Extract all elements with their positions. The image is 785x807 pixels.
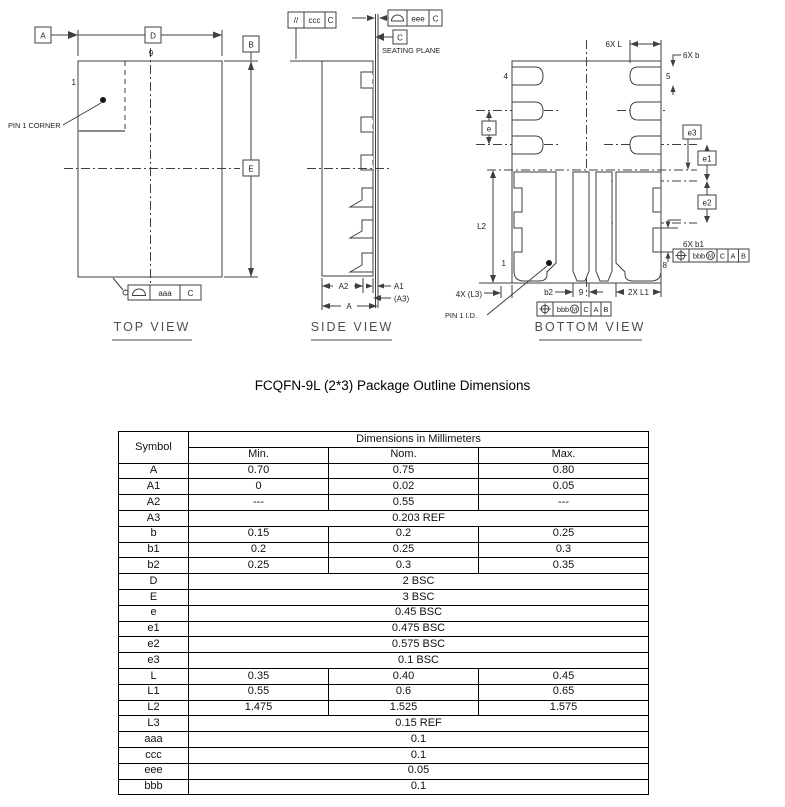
dim-a-label: A (346, 302, 352, 311)
fcf-ccc-tol: ccc (308, 16, 321, 25)
symbol-cell: ccc (119, 747, 189, 763)
svg-text:M: M (572, 307, 577, 314)
min-cell: --- (189, 495, 329, 511)
pin1-corner-dot (100, 97, 106, 103)
span-cell: 0.45 BSC (189, 605, 649, 621)
table-row (119, 589, 649, 605)
min-cell: 0.35 (189, 668, 329, 684)
side-view-drawing (288, 10, 442, 340)
parallelism-icon: // (293, 16, 299, 25)
pin8-number: 8 (662, 261, 667, 270)
max-header-cell: Max. (479, 447, 649, 463)
min-cell: 0.2 (189, 542, 329, 558)
dim-a3-label: (A3) (394, 294, 410, 304)
fcf-bbb-frame-right (673, 249, 749, 262)
table-row (119, 479, 649, 495)
bottom-view-caption: BOTTOM VIEW (534, 320, 646, 334)
table-row (119, 495, 649, 511)
seating-plane-note: SEATING PLANE (382, 46, 441, 55)
dim-e2-label: e2 (702, 198, 712, 208)
fcf-aaa-datum: C (187, 289, 194, 298)
max-cell: 0.3 (479, 542, 649, 558)
max-cell: 0.45 (479, 668, 649, 684)
bottom-view-pin1-number: 1 (501, 259, 506, 268)
fcf-aaa-tol: aaa (158, 289, 172, 298)
max-cell: 0.25 (479, 526, 649, 542)
bottom-view-drawing (445, 40, 749, 340)
pin1-corner-note: PIN 1 CORNER (8, 121, 61, 130)
fcf-ccc-datum: C (327, 16, 334, 25)
symbol-cell: b2 (119, 558, 189, 574)
fcf-bbb-tol: bbb (556, 305, 570, 314)
page-title: FCQFN-9L (2*3) Package Outline Dimensions (254, 378, 531, 393)
pin9-number: 9 (578, 288, 584, 297)
min-cell: 1.475 (189, 700, 329, 716)
fcf-eee-tol: eee (411, 14, 425, 24)
nom-cell: 0.6 (329, 684, 479, 700)
nom-cell: 0.75 (329, 463, 479, 479)
min-cell: 0.25 (189, 558, 329, 574)
fcf-bbb-d2: A (593, 305, 599, 314)
dim-4x-l3-label: 4X (L3) (455, 290, 482, 299)
package-outline-drawing (0, 0, 785, 362)
symbol-cell: A3 (119, 510, 189, 526)
fcf-aaa-frame (128, 285, 201, 300)
symbol-cell: aaa (119, 732, 189, 748)
symbol-cell: L3 (119, 716, 189, 732)
span-cell: 0.575 BSC (189, 637, 649, 653)
symbol-cell: e (119, 605, 189, 621)
min-cell: 0 (189, 479, 329, 495)
top-view-pin9-number: 9 (148, 49, 154, 58)
table-row (119, 732, 649, 748)
top-view-drawing (8, 27, 259, 340)
span-cell: 0.475 BSC (189, 621, 649, 637)
symbol-cell: A1 (119, 479, 189, 495)
symbol-cell: e2 (119, 637, 189, 653)
table-row (119, 747, 649, 763)
table-row (119, 700, 649, 716)
top-view-caption: TOP VIEW (113, 320, 191, 334)
symbol-cell: eee (119, 763, 189, 779)
fcf-bbb-d3: B (741, 251, 746, 261)
symbol-cell: A2 (119, 495, 189, 511)
dim-6x-b1-label: 6X b1 (683, 240, 704, 249)
pin1-id-note: PIN 1 I.D. (445, 311, 478, 320)
span-cell: 0.15 REF (189, 716, 649, 732)
span-cell: 3 BSC (189, 589, 649, 605)
fcf-eee-frame (388, 10, 442, 26)
svg-text:M: M (708, 254, 713, 260)
dim-6x-l-label: 6X L (605, 40, 622, 49)
span-cell: 0.203 REF (189, 510, 649, 526)
symbol-cell: b1 (119, 542, 189, 558)
nom-cell: 0.02 (329, 479, 479, 495)
symbol-cell: e1 (119, 621, 189, 637)
table-row (119, 716, 649, 732)
table-row (119, 779, 649, 795)
dim-a2-label: A2 (338, 282, 349, 291)
datum-a-label: A (40, 31, 46, 41)
dim-l2-label: L2 (477, 222, 486, 231)
dim-2x-l1-label: 2X L1 (628, 288, 649, 297)
table-row (119, 605, 649, 621)
datum-c-triangle (376, 33, 385, 41)
pin1-id-dot (546, 260, 552, 266)
max-cell: 0.05 (479, 479, 649, 495)
max-cell: 1.575 (479, 700, 649, 716)
fcf-bbb-tol: bbb (692, 251, 706, 261)
fcf-bbb-d1: C (583, 305, 589, 314)
dim-a1-label: A1 (394, 282, 404, 291)
dim-e-label: e (486, 124, 492, 134)
dim-6x-b-label: 6X b (683, 51, 700, 60)
table-row (119, 668, 649, 684)
symbol-cell: b (119, 526, 189, 542)
symbol-cell: e3 (119, 653, 189, 669)
dim-d-label: D (150, 31, 156, 41)
dims-header-cell: Dimensions in Millimeters (189, 432, 649, 448)
span-cell: 0.05 (189, 763, 649, 779)
nom-cell: 0.3 (329, 558, 479, 574)
nom-cell: 1.525 (329, 700, 479, 716)
table-row (119, 637, 649, 653)
min-cell: 0.15 (189, 526, 329, 542)
symbol-cell: L (119, 668, 189, 684)
symbol-cell: D (119, 574, 189, 590)
datum-c-label: C (397, 33, 403, 43)
symbol-cell: bbb (119, 779, 189, 795)
side-view-caption: SIDE VIEW (310, 320, 394, 334)
symbol-cell: L1 (119, 684, 189, 700)
seating-plane-line (376, 14, 379, 308)
table-row (119, 621, 649, 637)
symbol-header-cell: Symbol (119, 432, 189, 464)
table-row (119, 763, 649, 779)
fcf-bbb-d3: B (603, 305, 609, 314)
symbol-cell: L2 (119, 700, 189, 716)
table-row (119, 574, 649, 590)
table-row (119, 542, 649, 558)
fcf-bbb-d1: C (719, 251, 726, 261)
fcf-bbb-frame-bottom (537, 302, 611, 316)
min-header-cell: Min. (189, 447, 329, 463)
dimensions-table (118, 431, 649, 795)
nom-cell: 0.2 (329, 526, 479, 542)
table-subheader-row (119, 447, 649, 463)
table-header-row (119, 432, 649, 448)
max-cell: 0.80 (479, 463, 649, 479)
nom-cell: 0.25 (329, 542, 479, 558)
fcf-eee-datum: C (432, 14, 439, 24)
fcf-bbb-d2: A (730, 251, 736, 261)
nom-cell: 0.55 (329, 495, 479, 511)
dim-b2-label: b2 (544, 288, 553, 297)
dim-e3-label: e3 (687, 128, 697, 138)
table-row (119, 653, 649, 669)
table-row (119, 558, 649, 574)
dim-e1-label: e1 (702, 154, 712, 164)
nom-header-cell: Nom. (329, 447, 479, 463)
span-cell: 2 BSC (189, 574, 649, 590)
dim-e-label: E (248, 164, 254, 174)
span-cell: 0.1 (189, 747, 649, 763)
symbol-cell: E (119, 589, 189, 605)
pin5-number: 5 (666, 72, 671, 81)
max-cell: 0.35 (479, 558, 649, 574)
fcf-ccc-frame (288, 12, 336, 28)
min-cell: 0.70 (189, 463, 329, 479)
table-row (119, 684, 649, 700)
nom-cell: 0.40 (329, 668, 479, 684)
table-row (119, 526, 649, 542)
min-cell: 0.55 (189, 684, 329, 700)
table-row (119, 510, 649, 526)
pin4-number: 4 (503, 72, 508, 81)
datum-b-label: B (248, 40, 254, 50)
max-cell: 0.65 (479, 684, 649, 700)
pin8-pad (616, 172, 661, 281)
top-view-pin1-number: 1 (71, 78, 76, 87)
table-row (119, 463, 649, 479)
symbol-cell: A (119, 463, 189, 479)
span-cell: 0.1 BSC (189, 653, 649, 669)
max-cell: --- (479, 495, 649, 511)
span-cell: 0.1 (189, 779, 649, 795)
span-cell: 0.1 (189, 732, 649, 748)
